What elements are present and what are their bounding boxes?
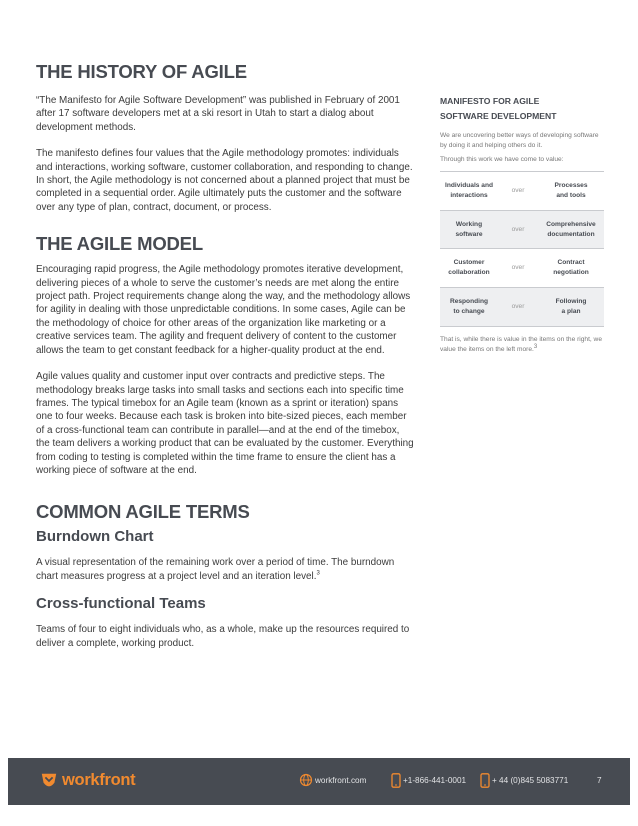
value-left-line-1: Working bbox=[455, 220, 483, 228]
table-row bbox=[440, 210, 604, 249]
phone-us-link[interactable]: +1-866-441-0001 bbox=[403, 776, 467, 785]
value-right-line-1: Contract bbox=[557, 259, 585, 267]
table-row bbox=[440, 172, 604, 211]
history-paragraph-2: The manifesto defines four values that the Agile methodology promotes: individuals and interactions, working software, customer collaboration, and responding to change. In short, the Agile methodology is not concerned about a planned project that must be completed in a sequential order. Agile ultimately puts the customer and the software over any type of plan, contract, document, or process. bbox=[36, 148, 413, 213]
value-right bbox=[538, 249, 604, 288]
terms-heading: COMMON AGILE TERMS bbox=[36, 501, 250, 523]
value-left-line-2: to change bbox=[453, 307, 485, 315]
phone-icon bbox=[480, 773, 490, 788]
value-left-line-2: collaboration bbox=[448, 269, 490, 277]
burndown-title: Burndown Chart bbox=[36, 528, 154, 546]
burndown-text bbox=[36, 556, 414, 583]
manifesto-sidebar bbox=[440, 94, 604, 355]
value-right-line-1: Processes bbox=[554, 182, 588, 190]
workfront-logo-icon bbox=[40, 772, 58, 790]
table-row bbox=[440, 249, 604, 288]
phone-icon bbox=[391, 773, 401, 788]
sidebar-title-line-2: SOFTWARE DEVELOPMENT bbox=[440, 110, 557, 121]
page-footer bbox=[8, 758, 630, 805]
value-over: over bbox=[498, 249, 538, 288]
value-right-line-2: a plan bbox=[561, 307, 581, 315]
phone-uk-link[interactable]: + 44 (0)845 5083771 bbox=[492, 776, 569, 785]
value-right-line-2: negotiation bbox=[553, 269, 589, 277]
burndown-footnote-ref: 3 bbox=[316, 570, 320, 577]
manifesto-values-table bbox=[440, 171, 604, 326]
model-paragraph-1: Encouraging rapid progress, the Agile methodology promotes iterative development, delivering pieces of a whole to serve the customer’s needs are met along the entire project path. Project requirements change along the way, and the methodology allows for agility in dealing with those unpredictable conditions. In some cases, Agile can be the methodology of choice for other areas of the organization like marketing or a creative services team. The agility and frequent delivery of content to the customer allows the team to get constant feedback for a higher-quality product at the end. bbox=[36, 264, 411, 356]
value-left-line-1: Customer bbox=[453, 259, 485, 267]
main-column bbox=[36, 60, 414, 650]
value-left bbox=[440, 288, 498, 327]
page-number: 7 bbox=[597, 776, 602, 785]
sidebar-intro-2: Through this work we have come to value: bbox=[440, 155, 564, 163]
value-over: over bbox=[498, 288, 538, 327]
globe-icon bbox=[299, 773, 313, 787]
value-over: over bbox=[498, 172, 538, 211]
value-right-line-2: documentation bbox=[547, 230, 595, 238]
value-right-line-1: Following bbox=[555, 297, 587, 305]
value-left bbox=[440, 249, 498, 288]
model-paragraph-2: Agile values quality and customer input over contracts and predictive steps. The methodology breaks large tasks into small tasks and sections each into specific time frames. The typical timebox for an Agile team (known as a sprint or iteration) spans one to four weeks. Because each task is broken into bite-sized pieces, each member of a cross-functional team can contribute in parallel—and at the end of the timebox, the team delivers a working product that can be evaluated by the customer. Everything from coding to testing is completed within the time frame to ensure the client has a working piece of software at the end. bbox=[36, 371, 414, 476]
value-right bbox=[538, 210, 604, 249]
sidebar-intro-1: We are uncovering better ways of developing software by doing it and helping others do it. bbox=[440, 132, 599, 150]
value-right bbox=[538, 172, 604, 211]
value-left-line-1: Individuals and bbox=[445, 182, 493, 190]
crossfunc-title: Cross-functional Teams bbox=[36, 595, 206, 613]
website-link[interactable]: workfront.com bbox=[315, 776, 367, 785]
value-over: over bbox=[498, 210, 538, 249]
value-left-line-1: Responding bbox=[449, 297, 489, 305]
history-heading: THE HISTORY OF AGILE bbox=[36, 61, 247, 82]
sidebar-outro bbox=[440, 335, 604, 356]
value-right-line-1: Comprehensive bbox=[546, 220, 596, 228]
value-right bbox=[538, 288, 604, 327]
value-right-line-2: and tools bbox=[556, 192, 586, 200]
table-row bbox=[440, 288, 604, 327]
model-heading: THE AGILE MODEL bbox=[36, 233, 203, 255]
sidebar-footnote-ref: 3 bbox=[533, 343, 538, 350]
crossfunc-text: Teams of four to eight individuals who, as a whole, make up the resources required to deliver a complete, working product. bbox=[36, 624, 410, 649]
value-left-line-2: interactions bbox=[450, 192, 488, 200]
sidebar-outro-text: That is, while there is value in the items on the right, we value the items on the left more. bbox=[440, 335, 602, 353]
value-left bbox=[440, 210, 498, 249]
value-left-line-2: software bbox=[455, 230, 483, 238]
history-paragraph-1: “The Manifesto for Agile Software Development” was published in February of 2001 after 17 software developers met at a ski resort in Utah to start a dialog about development methods. bbox=[36, 95, 400, 133]
sidebar-title-line-1: MANIFESTO FOR AGILE bbox=[440, 96, 540, 106]
workfront-logo-text[interactable]: workfront bbox=[62, 771, 136, 789]
value-left bbox=[440, 172, 498, 211]
burndown-text-body: A visual representation of the remaining work over a period of time. The burndown chart measures progress at a project level and an iteration level. bbox=[36, 557, 395, 582]
